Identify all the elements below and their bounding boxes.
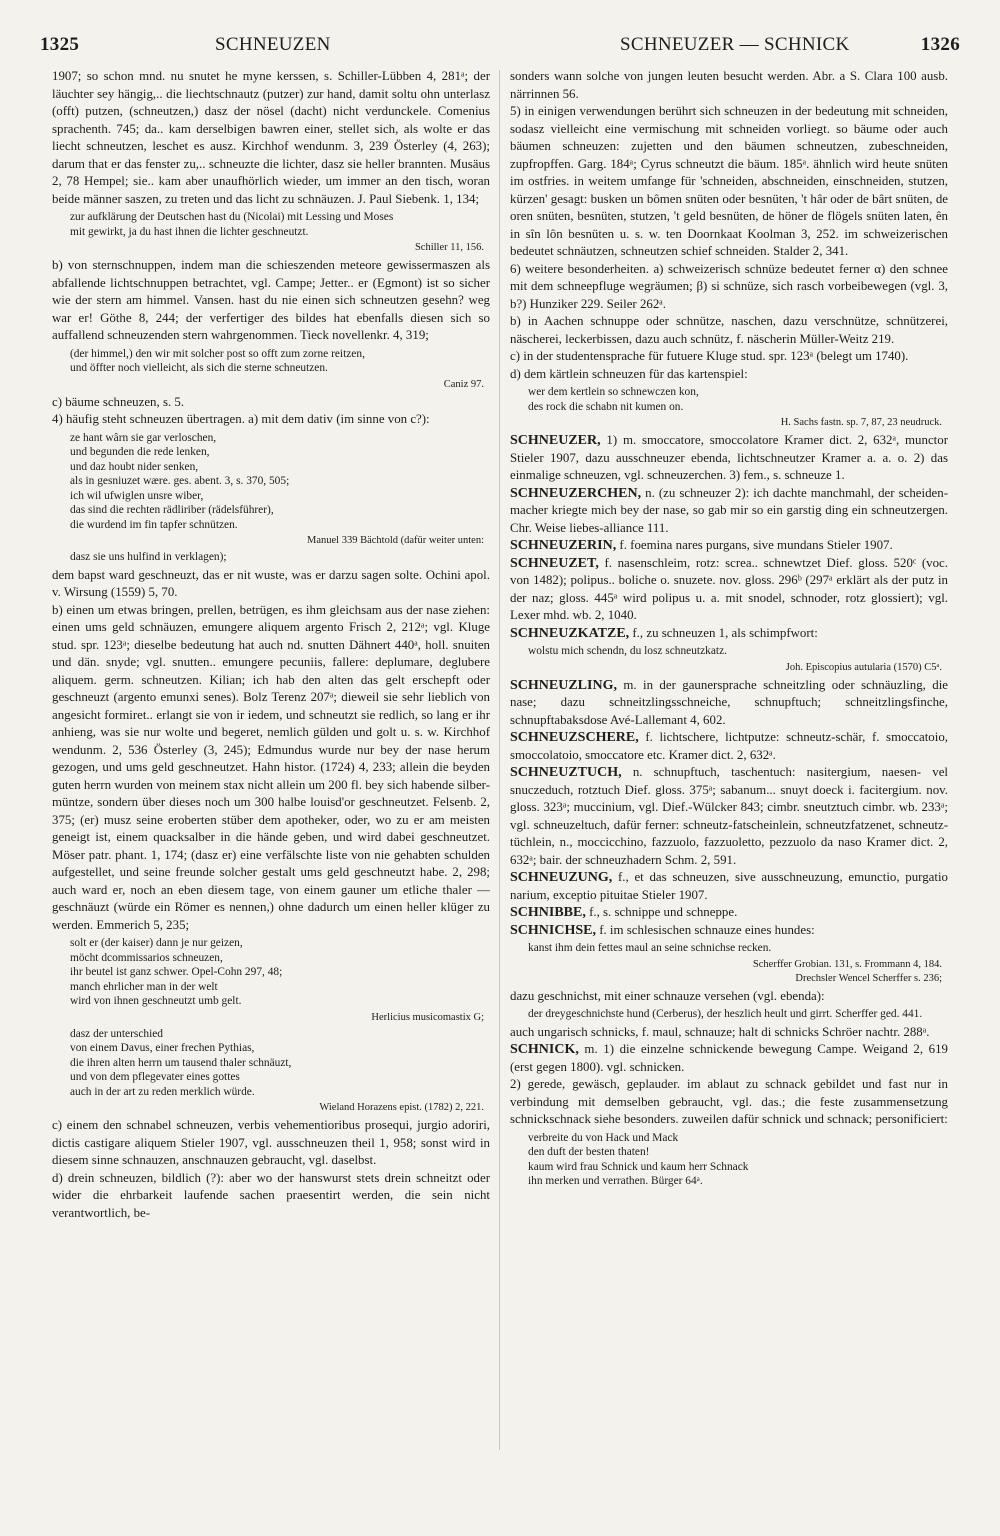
quotation: wer dem kertlein so schnewczen kon, des rock die schabn nit kumen on. [528,386,699,413]
left-column [52,68,490,1488]
citation-reference: H. Sachs fastn. sp. 7, 87, 23 neudruck. [780,417,942,428]
dictionary-entry [510,625,948,643]
entry-lemma: SCHNICHSE, [510,922,596,938]
entry-body: f. nasenschleim, rotz: screa.. schnewtzet Dief. gloss. 520ᶜ (voc. von 1482); polipus.. boliche o. snuzete. nov. gloss. 296ᵇ (297ᵃ erklärt als der putz in der naz; gloss. 445ᵃ wird polipus u. a. mit snodel, schnoder, rotz glossiert); vgl. Lexer mhd. wb. 2, 1040. [510,555,948,622]
paragraph: auch ungarisch schnicks, f. maul, schnauze; halt di schnicks Schröer nachtr. 288ᵃ. [510,1024,930,1039]
page-header [40,34,960,62]
entry-body: f. foemina nares purgans, sive mundans Stieler 1907. [616,538,893,552]
quotation: solt er (der kaiser) dann je nur geizen, möcht dcommissarios schneuzen, ihr beutel ist ganz schwer. Opel-Cohn 297, 48; manch ehrlicher man in der welt wird von ihnen geschneutzt umb gelt. [70,937,283,1007]
quotation: wolstu mich schendn, du losz schneutzkatz. [528,645,727,657]
citation-reference: Caniz 97. [443,378,484,390]
paragraph: c) in der studentensprache für futuere Kluge stud. spr. 123ᵃ (belegt um 1740). [510,349,909,363]
entry-body: 1) m. smoccatore, smoccolatore Kramer dict. 2, 632ᵃ, munctor Stieler 1907, dazu ausschneuzer ebenda, lichtschneutzer Kramer a. a. o. 2) das einmalige schneuzen, vgl. schneuzerchen. 3) fem., s. schneuze 1. [510,433,948,482]
paragraph: 5) in einigen verwendungen berührt sich schneuzen in der bedeutung mit schneiden, sodasz vielleicht eine vermischung mit schneiden vorliegt. so bäume oder auch bäumen schneuzen: zujetten und den bäumen schneutzen, zubeschneiden, zupfropffen. Garg. 184ᵃ; Cyrus schneutzt die bäum. 185ᵃ. ähnlich wird heute snüten im ostfries. in weitem umfange für 'schneiden, abschneiden, einschneiden, stutzen, kürzen' gesagt: busken un bômen snüten oder besnüten, 't hâr oder de bârt snüten, de oren snüten, besnüten, stutzen, 't geld besnüten, de höner de flögels snüten laten, ên in sîn lôn besnüten u. s. w. ten Doornkaat Koolman 3, 252. im schweizerischen bedeutet schnäutzen, schneutzen schief schneiden. Stalder 2, 341. [510,104,948,258]
entry-lemma: SCHNEUZTUCH, [510,765,622,780]
page-number-left: 1325 [40,34,80,55]
quotation: kanst ihm dein fettes maul an seine schnichse recken. [528,942,772,954]
right-column [510,68,948,1488]
paragraph: 4) häufig steht schneuzen übertragen. a) mit dem dativ (im sinne von c?): [52,412,430,426]
entry-body: n. schnupftuch, taschentuch: nasitergium, naesen- vel snuczeduch, rotztuch Dief. gloss. 375ᵃ; sabanum... snuyt doeck i. facitergium. nov. gloss. 323ᵃ; muccinium, vgl. Dief.-Wülcker 843; cimbr. sneutztuch cimbr. wb. 233ᵃ; vgl. schneuzeltuch, dafür ferner: schneutz-fatscheinlein, schneutzfatzenet, schneutz-tüchlein, n., moccicchino, fazzuolo, fazzuoletto, pezzuolo da naso Kramer dict. 2, 632ᵃ; bair. der schneuzhadern Schm. 2, 591. [510,765,948,867]
dictionary-entry [510,869,948,904]
dictionary-entry [510,485,948,538]
dictionary-entry [510,729,948,764]
paragraph: b) in Aachen schnuppe oder schnütze, naschen, dazu verschnütze, schnützerei, näscherei, leckerbissen, dazu auch schnütz, f. näscherin Müller-Weitz 219. [510,314,948,346]
entry-body: f., et das schneuzen, sive ausschneuzung, emunctio, purgatio narium, exceptio pituitae Stieler 1907. [510,870,948,902]
quotation: zur aufklärung der Deutschen hast du (Nicolai) mit Lessing und Moses mit gewirkt, ja du hast ihnen die lichter geschneutzt. [70,211,394,238]
entry-lemma: SCHNEUZLING, [510,677,617,693]
entry-lemma: SCHNEUZET, [510,555,599,571]
quotation: ze hant wârn sie gar verloschen, und begunden die rede lenken, und daz houbt nider senken, als in gesniuzet wære. ges. abent. 3, s. 370, 505; ich wil ufwiglen unsre wiber, das sind die rechten rädliriber (rädelsführer), die wurdend im fin tapfer schnützen. [70,431,290,531]
running-headword-right: SCHNEUZER — SCHNICK [620,34,850,55]
citation-reference: Schiller 11, 156. [414,242,484,253]
paragraph: dazu geschnichst, mit einer schnauze versehen (vgl. ebenda): [510,988,825,1003]
entry-lemma: SCHNEUZSCHERE, [510,730,639,745]
citation-reference: Wieland Horazens epist. (1782) 2, 221. [319,1102,484,1113]
quotation: (der himmel,) den wir mit solcher post so offt zum zorne reitzen, und öffter noch vielleicht, als sich die sterne schneutzen. [70,347,365,374]
entry-body: n. (zu schneuzer 2): ich dachte manchmahl, der scheiden-macher kriegte mich bey der nase, so gab mir so ein garstig ding ein schneutzergen. Chr. Weise liebes-alliance 111. [510,485,948,535]
dictionary-entry [510,432,948,485]
dictionary-entry [510,922,948,940]
dictionary-entry [510,677,948,730]
entry-lemma: SCHNIBBE, [510,905,586,920]
paragraph: dem bapst ward geschneuzt, das er nit wuste, was er darzu sagen solte. Ochini apol. v. Wirsung (1559) 5, 70. [52,567,490,599]
dictionary-entry [510,1041,948,1076]
paragraph: c) einem den schnabel schneuzen, verbis vehementioribus prosequi, jurgio adoriri, dictis castigare aliquem Stieler 1907, vgl. ausschneuzen theil 1, 958; sonst wird in diesem sinne schnauzen, anschnauzen gebraucht, vgl. daselbst. [52,1118,490,1167]
entry-lemma: SCHNEUZER, [510,433,601,448]
dictionary-entry [510,555,948,625]
entry-body: f. lichtschere, lichtputze: schneutz-schär, f. smoccatoio, smoccolatoio, smoccatore etc. Kramer dict. 2, 632ᵃ. [510,730,948,762]
dictionary-entry [510,904,948,922]
page-number-right: 1326 [920,34,960,55]
entry-body: m. 1) die einzelne schnickende bewegung Campe. Weigand 2, 619 (erst gegen 1800). vgl. schnicken. [510,1042,948,1074]
paragraph: 2) gerede, gewäsch, geplauder. im ablaut zu schnack gebildet und fast nur in verbindung mit demselben gebraucht, vgl. das.; die feste zusammensetzung schnickschnack siehe besonders. zuweilen dafür schnick und schnack; personificiert: [510,1077,948,1126]
paragraph: 1907; so schon mnd. nu snutet he myne kerssen, s. Schiller-Lübben 4, 281ᵃ; der läuchter sey hängig,.. die liechtschnautz (putzer) zur hand, damit soltu ohn unterlasz (offt) putzen, (schneutzen,) dasz der nösel (dacht) nicht verdunckele. Comenius sprachenth. 745; da.. kam derselbigen bawren einer, stellet sich, als wolte er das liecht schneutzen, leschet es ausz. Kirchhof wendunm. 3, 239 Österley (4, 263); darum that er das fenster zu,.. schneuzte die lichter, dasz sie heller brannten. Musäus 2, 78 Hempel; sie.. kam aber unaufhörlich wieder, um immer an den tisch, woran beide männer saszen, zu treten und das licht zu schnäuzen. J. Paul Siebenk. 1, 134; [52,69,490,206]
column-divider [499,70,500,1450]
quotation: dasz sie uns hulfind in verklagen); [70,551,227,563]
running-headword-left: SCHNEUZEN [215,34,331,55]
entry-lemma: SCHNEUZKATZE, [510,625,630,641]
dictionary-entry [510,764,948,869]
paragraph: b) von sternschnuppen, indem man die schieszenden meteore gewissermaszen als abfallende lichtschnuppen betrachtet, vgl. Campe; Jetter.. er (Egmont) ist so sicher wie der stern am himmel. Vansen. hast du nie einen sich schneutzen gesehn? weg war er! Göthe 8, 244; der verfertiger des bildes hat ebenfalls diesen sich so auffallend schneuzenden stern wahrgenommen. Tieck novellenkr. 4, 319; [52,258,490,342]
entry-lemma: SCHNICK, [510,1042,579,1057]
dictionary-entry [510,537,948,555]
paragraph: c) bäume schneuzen, s. 5. [52,394,185,409]
citation-reference: Joh. Episcopius autularia (1570) C5ᵃ. [785,661,942,673]
entry-body: f., zu schneuzen 1, als schimpfwort: [629,625,818,640]
citation-reference: Herlicius musicomastix G; [371,1011,484,1023]
entry-lemma: SCHNEUZUNG, [510,870,613,885]
quotation: verbreite du von Hack und Mack den duft der besten thaten! kaum wird frau Schnick und kaum herr Schnack ihn merken und verrathen. Bürger 64ᵃ. [528,1131,749,1187]
entry-lemma: SCHNEUZERCHEN, [510,485,642,501]
paragraph: sonders wann solche von jungen leuten besucht werden. Abr. a S. Clara 100 ausb. närrinnen 56. [510,69,948,101]
entry-body: m. in der gaunersprache schneitzling oder schnäuzling, die nase; dazu schneitzlingsschneiche, schnupftuch; schneitzlingsfinche, schnupftabaksdose Avé-Lallemant 4, 602. [510,677,948,727]
paragraph: 6) weitere besonderheiten. a) schweizerisch schnüze bedeutet ferner α) den schnee mit dem schneepfluge wegräumen; β) si schnüze, sich rasch vorbeibewegen (vgl. 3, b?) Hunziker 229. Seiler 262ᵃ. [510,261,948,311]
citation-reference: Scherffer Grobian. 131, s. Frommann 4, 184. Drechsler Wencel Scherffer s. 236; [752,958,942,984]
entry-lemma: SCHNEUZERIN, [510,538,617,553]
quotation: dasz der unterschied von einem Davus, einer frechen Pythias, die ihren alten herrn um tausend thaler schnäuzt, und von dem pflegevater eines gottes auch in der art zu reden merklich würde. [70,1027,292,1098]
citation-reference: Manuel 339 Bächtold (dafür weiter unten: [307,535,484,546]
quotation: der dreygeschnichste hund (Cerberus), der heszlich heult und girrt. Scherffer ged. 441. [528,1008,923,1020]
paragraph: d) drein schneuzen, bildlich (?): aber wo der hanswurst stets drein schneitzt oder wider die ehrbarkeit laufende sachen praesentirt werden, die sein nicht verantwortlich, be- [52,1170,490,1220]
entry-body: f., s. schnippe und schneppe. [585,905,738,919]
paragraph: d) dem kärtlein schneuzen für das kartenspiel: [510,366,748,381]
entry-body: f. im schlesischen schnauze eines hundes: [595,922,815,937]
paragraph: b) einen um etwas bringen, prellen, betrügen, es ihm gleichsam aus der nase ziehen: einen ums geld schnäuzen, emungere aliquem argento Frisch 2, 212ᵃ; vgl. Kluge stud. spr. 123ᵃ; dieselbe bedeutung hat auch nd. snutten Dähnert 440ᵃ, holl. snuiten und dän. snyde; vgl. snutten.. emungere pecuniis, fallere: deplumare, deglubere aliquem. germ. schneutzen. Kilian; ich hab den alten das gelt erschepft oder geschneuzt (argento emunxi senes). Bolz Terenz 207ᵃ; dieweil sie sehr lieblich von angesicht formiret.. erlangt sie von ir iedem, und schneutzt sie redlich, so lang er ihr anhieng, was sie nur wolte und begeret, nemlich gülden und golt u. s. w. Kirchhof wendunm. 2, 536 Österley (3, 245); Edmundus wurde nur bey der nase herum gezogen, und ums geld geschneutzet. Hahn histor. (1724) 4, 233; allein die beyden guten herrn wurden von meinem stax nicht allein um 200 fl. bey sich habende silber-müntze, sondern über dieses noch um 300 halbe louisd'or geschneutzet. Felsenb. 2, 375; (er) musz seine eroberten stüber dem apotheker, oder, wo zu er am meisten geneigt ist, einem quacksalber in die hände geben, und wird dabei geschneutzet. Möser patr. phant. 1, 174; (dasz er) eine verfälschte liste von nie gehabten schulden aufgestellet, und seine freunde solcher gestalt ums geld geschneutzt habe. 2, 298; auch ward er, noch an eben diesem tage, von einem gauner um etliche thaler — geschnäuzt (würde ein Römer es nennen,) ohne dadurch um einen heller klüger zu werden. Emmerich 5, 235; [52,602,490,932]
